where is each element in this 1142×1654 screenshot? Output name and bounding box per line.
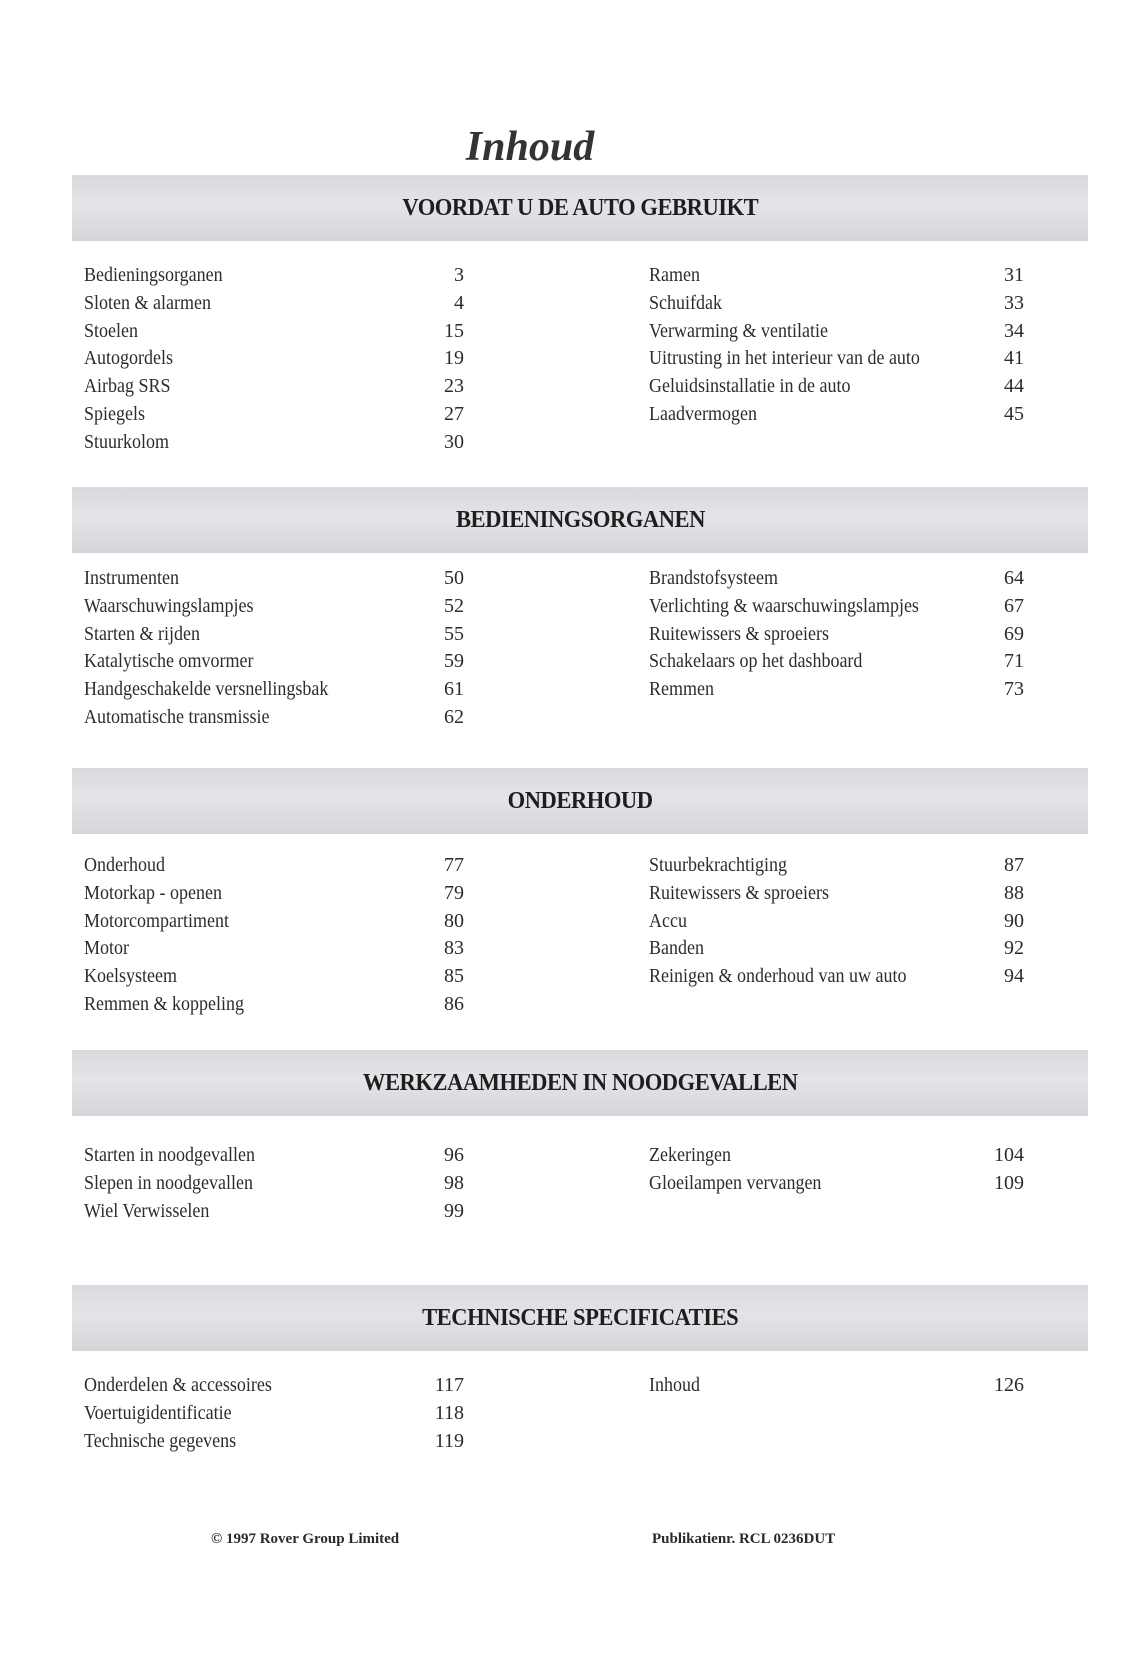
toc-entry-label: Automatische transmissie bbox=[84, 705, 270, 728]
toc-entry-page: 41 bbox=[1004, 347, 1024, 370]
toc-entry-label: Schuifdak bbox=[649, 291, 722, 314]
toc-entry-page: 23 bbox=[444, 375, 464, 398]
toc-entry-page: 88 bbox=[1004, 881, 1024, 904]
toc-entry[interactable] bbox=[649, 648, 1024, 676]
toc-entry-label: Sloten & alarmen bbox=[84, 291, 211, 314]
toc-entry-label: Autogordels bbox=[84, 347, 174, 370]
toc-entry-label: Inhoud bbox=[649, 1374, 701, 1396]
toc-entry-label: Motor bbox=[84, 937, 129, 960]
toc-entry[interactable] bbox=[649, 373, 1024, 401]
toc-entry-label: Technische gegevens bbox=[84, 1429, 237, 1452]
toc-entry-label: Schakelaars op het dashboard bbox=[649, 650, 863, 673]
section-header-voordat bbox=[72, 175, 1088, 241]
toc-entry-label: Voertuigidentificatie bbox=[84, 1401, 232, 1424]
toc-entry-label: Motorcompartiment bbox=[84, 909, 229, 932]
section-header-technische bbox=[72, 1285, 1088, 1351]
toc-entry[interactable] bbox=[84, 852, 464, 880]
toc-entry[interactable] bbox=[84, 262, 464, 290]
toc-entry[interactable] bbox=[84, 345, 464, 373]
toc-entry-label: Ruitewissers & sproeiers bbox=[649, 881, 829, 904]
toc-entry-page: 71 bbox=[1004, 650, 1024, 673]
toc-entry-page: 19 bbox=[444, 347, 464, 370]
toc-entry-page: 50 bbox=[444, 567, 464, 589]
section-header-onderhoud bbox=[72, 768, 1088, 834]
toc-entry-label: Verwarming & ventilatie bbox=[649, 319, 828, 342]
toc-entry[interactable] bbox=[649, 1170, 1024, 1198]
toc-entry-label: Ruitewissers & sproeiers bbox=[649, 622, 829, 645]
toc-entry-label: Motorkap - openen bbox=[84, 881, 222, 904]
toc-entry-label: Stuurbekrachtiging bbox=[649, 854, 787, 876]
toc-entry-label: Waarschuwingslampjes bbox=[84, 594, 254, 617]
toc-entry-label: Bedieningsorganen bbox=[84, 264, 223, 286]
toc-column-left bbox=[84, 565, 464, 732]
toc-entry-page: 69 bbox=[1004, 622, 1024, 645]
toc-entry[interactable] bbox=[84, 318, 464, 346]
toc-entry-page: 117 bbox=[434, 1374, 464, 1396]
toc-entry-page: 86 bbox=[444, 992, 464, 1015]
toc-entry[interactable] bbox=[649, 908, 1024, 936]
toc-entry-label: Handgeschakelde versnellingsbak bbox=[84, 678, 329, 701]
toc-entry[interactable] bbox=[649, 880, 1024, 908]
toc-column-right bbox=[649, 1372, 1024, 1400]
toc-entry[interactable] bbox=[649, 852, 1024, 880]
toc-entry[interactable] bbox=[649, 1372, 1024, 1400]
toc-entry-label: Verlichting & waarschuwingslampjes bbox=[649, 594, 919, 617]
toc-entry-page: 61 bbox=[444, 678, 464, 701]
toc-entry-page: 52 bbox=[444, 594, 464, 617]
toc-entry[interactable] bbox=[649, 676, 1024, 704]
page-title: Inhoud bbox=[465, 124, 595, 171]
toc-entry-label: Remmen & koppeling bbox=[84, 992, 244, 1015]
toc-entry[interactable] bbox=[84, 429, 464, 457]
toc-entry-label: Instrumenten bbox=[84, 567, 179, 589]
toc-entry-page: 92 bbox=[1004, 937, 1024, 960]
toc-entry-page: 4 bbox=[454, 291, 464, 314]
toc-entry-label: Geluidsinstallatie in de auto bbox=[649, 375, 851, 398]
toc-entry-label: Starten & rijden bbox=[84, 622, 200, 645]
toc-entry[interactable] bbox=[649, 621, 1024, 649]
toc-entry-label: Accu bbox=[649, 909, 687, 932]
toc-entry[interactable] bbox=[84, 880, 464, 908]
publication-number: Publikatienr. RCL 0236DUT bbox=[652, 1531, 836, 1547]
toc-entry-label: Onderhoud bbox=[84, 854, 165, 876]
toc-entry[interactable] bbox=[84, 1170, 464, 1198]
toc-entry-label: Airbag SRS bbox=[84, 375, 171, 398]
toc-entry-page: 59 bbox=[444, 650, 464, 673]
toc-column-right bbox=[649, 565, 1024, 704]
section-header-bedieningsorganen bbox=[72, 487, 1088, 553]
toc-entry-page: 104 bbox=[994, 1144, 1024, 1166]
toc-entry[interactable] bbox=[649, 318, 1024, 346]
toc-entry-page: 64 bbox=[1004, 567, 1024, 589]
toc-entry-label: Reinigen & onderhoud van uw auto bbox=[649, 965, 907, 988]
toc-entry[interactable] bbox=[649, 1142, 1024, 1170]
toc-entry[interactable] bbox=[84, 991, 464, 1019]
toc-entry[interactable] bbox=[84, 1372, 464, 1400]
toc-entry-page: 55 bbox=[444, 622, 464, 645]
toc-entry-page: 94 bbox=[1004, 965, 1024, 988]
toc-entry-page: 31 bbox=[1004, 264, 1024, 286]
toc-entry-label: Wiel Verwisselen bbox=[84, 1199, 210, 1222]
toc-entry-page: 30 bbox=[444, 430, 464, 453]
toc-entry-label: Zekeringen bbox=[649, 1144, 731, 1166]
toc-entry-page: 96 bbox=[444, 1144, 464, 1166]
toc-entry-label: Slepen in noodgevallen bbox=[84, 1171, 253, 1194]
toc-entry-label: Banden bbox=[649, 937, 704, 960]
toc-entry[interactable] bbox=[84, 1198, 464, 1226]
toc-entry-page: 44 bbox=[1004, 375, 1024, 398]
toc-entry[interactable] bbox=[84, 908, 464, 936]
toc-entry[interactable] bbox=[84, 648, 464, 676]
toc-entry-label: Onderdelen & accessoires bbox=[84, 1374, 272, 1396]
section-heading: WERKZAAMHEDEN IN NOODGEVALLEN bbox=[362, 1069, 798, 1096]
toc-entry-label: Katalytische omvormer bbox=[84, 650, 254, 673]
toc-entry-page: 3 bbox=[454, 264, 464, 286]
toc-column-right bbox=[649, 1142, 1024, 1198]
toc-entry[interactable] bbox=[84, 565, 464, 593]
section-heading: VOORDAT U DE AUTO GEBRUIKT bbox=[402, 194, 758, 221]
copyright-text: © 1997 Rover Group Limited bbox=[211, 1531, 400, 1547]
section-header-noodgevallen bbox=[72, 1050, 1088, 1116]
toc-entry[interactable] bbox=[649, 963, 1024, 991]
section-heading: TECHNISCHE SPECIFICATIES bbox=[421, 1304, 739, 1331]
toc-column-left bbox=[84, 852, 464, 1019]
toc-entry-label: Starten in noodgevallen bbox=[84, 1144, 255, 1166]
toc-entry[interactable] bbox=[84, 704, 464, 732]
toc-entry-page: 73 bbox=[1004, 678, 1024, 701]
toc-entry[interactable] bbox=[649, 401, 1024, 429]
toc-column-right bbox=[649, 852, 1024, 991]
toc-entry[interactable] bbox=[84, 621, 464, 649]
toc-entry-label: Stuurkolom bbox=[84, 430, 170, 453]
toc-entry-page: 119 bbox=[434, 1429, 464, 1452]
toc-entry-page: 85 bbox=[444, 965, 464, 988]
toc-entry[interactable] bbox=[84, 290, 464, 318]
toc-entry[interactable] bbox=[84, 935, 464, 963]
toc-entry[interactable] bbox=[649, 565, 1024, 593]
toc-entry-label: Brandstofsysteem bbox=[649, 567, 778, 589]
toc-entry-page: 109 bbox=[994, 1171, 1024, 1194]
toc-column-left bbox=[84, 1372, 464, 1455]
toc-entry-page: 99 bbox=[444, 1199, 464, 1222]
toc-entry-page: 79 bbox=[444, 881, 464, 904]
toc-entry[interactable] bbox=[649, 345, 1024, 373]
toc-entry[interactable] bbox=[84, 1400, 464, 1428]
toc-entry-page: 98 bbox=[444, 1171, 464, 1194]
toc-column-left bbox=[84, 1142, 464, 1225]
toc-entry-label: Remmen bbox=[649, 678, 714, 701]
toc-entry[interactable] bbox=[649, 262, 1024, 290]
toc-entry-page: 118 bbox=[434, 1401, 464, 1424]
toc-entry-page: 126 bbox=[994, 1374, 1024, 1396]
toc-entry-label: Koelsysteem bbox=[84, 965, 177, 988]
section-heading: BEDIENINGSORGANEN bbox=[455, 506, 705, 533]
toc-entry-page: 15 bbox=[444, 319, 464, 342]
toc-entry[interactable] bbox=[84, 593, 464, 621]
toc-entry[interactable] bbox=[649, 290, 1024, 318]
toc-entry-page: 83 bbox=[444, 937, 464, 960]
toc-entry-label: Stoelen bbox=[84, 319, 138, 342]
toc-entry-page: 67 bbox=[1004, 594, 1024, 617]
toc-entry[interactable] bbox=[84, 1428, 464, 1456]
toc-entry-label: Spiegels bbox=[84, 402, 146, 425]
toc-entry[interactable] bbox=[84, 1142, 464, 1170]
toc-entry[interactable] bbox=[649, 593, 1024, 621]
toc-entry-page: 87 bbox=[1004, 854, 1024, 876]
toc-entry-label: Gloeilampen vervangen bbox=[649, 1171, 822, 1194]
toc-entry-label: Uitrusting in het interieur van de auto bbox=[649, 347, 920, 370]
toc-entry-page: 34 bbox=[1004, 319, 1024, 342]
toc-entry-page: 27 bbox=[444, 402, 464, 425]
toc-entry-label: Laadvermogen bbox=[649, 402, 757, 425]
toc-entry[interactable] bbox=[84, 963, 464, 991]
toc-entry-page: 80 bbox=[444, 909, 464, 932]
toc-entry[interactable] bbox=[84, 373, 464, 401]
toc-entry[interactable] bbox=[84, 401, 464, 429]
section-heading: ONDERHOUD bbox=[507, 787, 653, 814]
toc-entry-page: 77 bbox=[444, 854, 464, 876]
toc-entry-page: 90 bbox=[1004, 909, 1024, 932]
toc-entry[interactable] bbox=[84, 676, 464, 704]
toc-entry-page: 45 bbox=[1004, 402, 1024, 425]
toc-entry[interactable] bbox=[649, 935, 1024, 963]
toc-entry-label: Ramen bbox=[649, 264, 700, 286]
toc-column-right bbox=[649, 262, 1024, 429]
toc-entry-page: 62 bbox=[444, 705, 464, 728]
toc-entry-page: 33 bbox=[1004, 291, 1024, 314]
toc-column-left bbox=[84, 262, 464, 457]
